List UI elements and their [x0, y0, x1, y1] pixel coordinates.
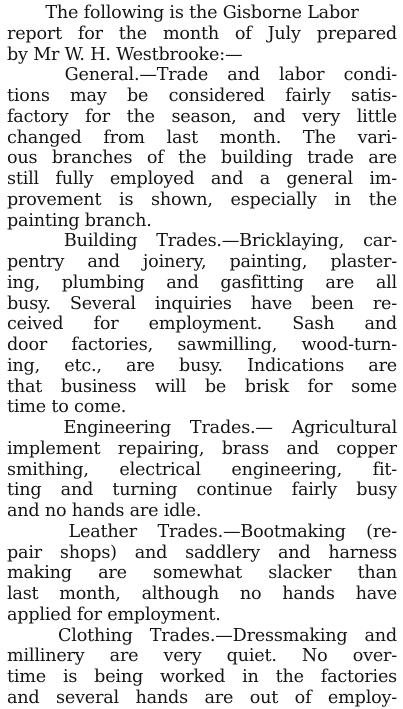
text-line: and several hands are out of employ-: [7, 687, 397, 708]
text-line: time to come.: [7, 397, 127, 418]
text-line: implement repairing, brass and copper: [7, 438, 397, 459]
text-line: ous branches of the building trade are: [7, 148, 397, 169]
paragraph-leather-trades: [7, 522, 397, 626]
paragraph-clothing-trades: [7, 626, 397, 709]
text-line: changed from last month. The vari-: [7, 127, 397, 148]
text-line: making are somewhat slacker than: [7, 563, 397, 584]
text-line: pentry and joinery, painting, plaster-: [7, 252, 397, 272]
text-line: door factories, sawmilling, wood-turn-: [7, 335, 397, 355]
text-line: and no hands are idle.: [7, 501, 202, 521]
text-line: provement is shown, especially in the: [7, 189, 397, 210]
paragraph-general: [7, 65, 397, 231]
text-line: busy. Several inquiries have been re-: [7, 293, 397, 314]
text-line: time is being worked in the factories: [7, 667, 397, 687]
text-line: ing, etc., are busy. Indications are: [7, 355, 397, 376]
text-line: that business will be brisk for some: [7, 376, 397, 397]
text-line: General.—Trade and labor condi-: [7, 65, 397, 86]
text-line: Engineering Trades.— Agricultural: [7, 418, 397, 438]
text-line: ing, plumbing and gasfitting are all: [7, 272, 397, 293]
text-line: last month, although no hands have: [7, 584, 397, 604]
text-line: smithing, electrical engineering, fit-: [7, 459, 397, 480]
paragraph-intro: [7, 3, 397, 65]
text-line: tions may be considered fairly satis-: [7, 86, 397, 106]
text-line: Clothing Trades.—Dressmaking and: [7, 625, 397, 646]
text-line: pair shops) and saddlery and harness: [7, 542, 397, 563]
text-line: ceived for employment. Sash and: [7, 314, 397, 335]
text-line: millinery are very quiet. No over-: [7, 646, 397, 667]
paragraph-building-trades: [7, 231, 397, 418]
text-line: Leather Trades.—Bootmaking (re-: [7, 521, 397, 542]
text-line: applied for employment.: [7, 604, 221, 625]
text-line: painting branch.: [7, 210, 152, 231]
text-line: still fully employed and a general im-: [7, 169, 397, 189]
text-line: by Mr W. H. Westbrooke:—: [7, 44, 243, 65]
text-line: report for the month of July prepared: [7, 23, 397, 44]
text-line: Building Trades.—Bricklaying, car-: [7, 231, 397, 252]
paragraph-engineering-trades: [7, 418, 397, 522]
text-line: The following is the Gisborne Labor: [45, 3, 359, 23]
text-line: factory for the season, and very little: [7, 106, 397, 127]
text-line: ting and turning continue fairly busy: [7, 480, 397, 501]
